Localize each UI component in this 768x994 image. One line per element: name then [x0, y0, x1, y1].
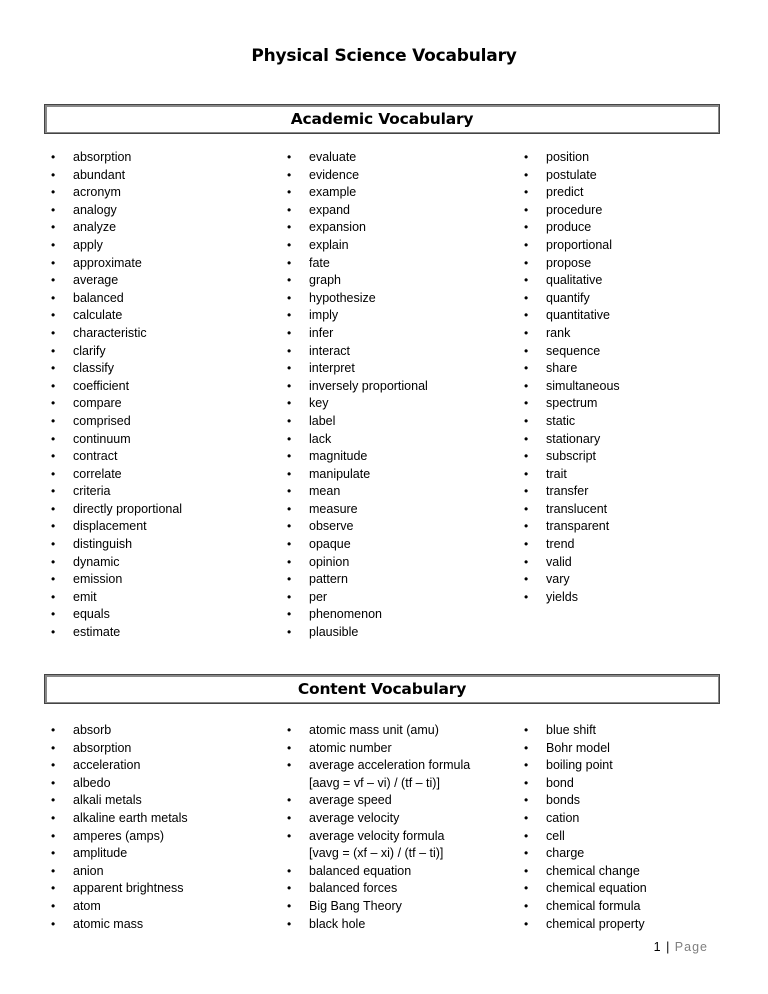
academic-vocabulary-heading [44, 104, 720, 134]
vocab-item: • opaque [287, 536, 428, 554]
vocab-item: • trait [524, 466, 620, 484]
vocab-item: • compare [51, 395, 182, 413]
vocab-item: • comprised [51, 413, 182, 431]
vocab-item: • share [524, 360, 620, 378]
vocab-item: • analyze [51, 219, 182, 237]
vocab-item: • vary [524, 571, 620, 589]
vocab-item: • graph [287, 272, 428, 290]
vocab-item: • infer [287, 325, 428, 343]
vocab-item: • bonds [524, 792, 647, 810]
vocab-item: • calculate [51, 307, 182, 325]
footer-separator: | [666, 940, 671, 954]
vocab-item: • position [524, 149, 620, 167]
vocab-item: • equals [51, 606, 182, 624]
vocab-item: • translucent [524, 501, 620, 519]
vocab-item: • transfer [524, 483, 620, 501]
vocab-item: • Big Bang Theory [287, 898, 477, 916]
vocab-item: • fate [287, 255, 428, 273]
vocab-item: • bond [524, 775, 647, 793]
vocab-item: • classify [51, 360, 182, 378]
vocab-item: • evidence [287, 167, 428, 185]
vocab-item: • manipulate [287, 466, 428, 484]
vocab-item: • approximate [51, 255, 182, 273]
vocab-item: • displacement [51, 518, 182, 536]
vocab-item: • atomic mass [51, 916, 188, 934]
vocab-item: • amperes (amps) [51, 828, 188, 846]
page-number: 1 [653, 940, 662, 954]
vocab-item: • trend [524, 536, 620, 554]
vocab-item: • cation [524, 810, 647, 828]
vocab-item: • amplitude [51, 845, 188, 863]
vocab-item: • spectrum [524, 395, 620, 413]
vocab-item: • plausible [287, 624, 428, 642]
vocab-item: • average velocity [287, 810, 477, 828]
vocab-item: • atomic number [287, 740, 477, 758]
vocab-item: • inversely proportional [287, 378, 428, 396]
content-list-col2 [287, 722, 477, 933]
vocab-item: • sequence [524, 343, 620, 361]
vocab-item: • label [287, 413, 428, 431]
vocab-item: • absorption [51, 740, 188, 758]
vocab-item: • expansion [287, 219, 428, 237]
page-footer [654, 940, 708, 954]
vocab-item: • opinion [287, 554, 428, 572]
vocab-item: • chemical change [524, 863, 647, 881]
vocab-item: • directly proportional [51, 501, 182, 519]
vocab-item: • balanced forces [287, 880, 477, 898]
vocab-item: • average acceleration formula [aavg = vf – vi) / (tf – ti)] [287, 757, 477, 792]
academic-heading-text: Academic Vocabulary [290, 110, 474, 128]
vocab-item: • apparent brightness [51, 880, 188, 898]
vocab-item: • acronym [51, 184, 182, 202]
vocab-item: • continuum [51, 431, 182, 449]
vocab-item: • produce [524, 219, 620, 237]
vocab-item: • atomic mass unit (amu) [287, 722, 477, 740]
vocab-item: • phenomenon [287, 606, 428, 624]
vocab-item: • proportional [524, 237, 620, 255]
vocab-item: • analogy [51, 202, 182, 220]
academic-list-col1 [51, 149, 182, 642]
content-vocabulary-heading [44, 674, 720, 704]
vocab-item: • observe [287, 518, 428, 536]
vocab-item: • chemical equation [524, 880, 647, 898]
vocab-item: • atom [51, 898, 188, 916]
vocab-item: • yields [524, 589, 620, 607]
vocab-item: • average [51, 272, 182, 290]
vocab-item: • alkali metals [51, 792, 188, 810]
vocab-item: • charge [524, 845, 647, 863]
vocab-item: • hypothesize [287, 290, 428, 308]
academic-list-col3 [524, 149, 620, 606]
vocab-item: • interact [287, 343, 428, 361]
vocab-item: • boiling point [524, 757, 647, 775]
vocab-item: • expand [287, 202, 428, 220]
vocab-item: • lack [287, 431, 428, 449]
vocab-item: • evaluate [287, 149, 428, 167]
content-heading-text: Content Vocabulary [297, 680, 467, 698]
vocab-item: • emit [51, 589, 182, 607]
vocab-item: • simultaneous [524, 378, 620, 396]
vocab-item: • propose [524, 255, 620, 273]
vocab-item: • clarify [51, 343, 182, 361]
vocab-item: • rank [524, 325, 620, 343]
page-label: Page [674, 940, 708, 954]
vocab-item: • absorption [51, 149, 182, 167]
vocab-item: • postulate [524, 167, 620, 185]
vocab-item: • measure [287, 501, 428, 519]
vocab-item: • acceleration [51, 757, 188, 775]
content-list-col3 [524, 722, 647, 933]
vocab-item: • subscript [524, 448, 620, 466]
vocab-item: • stationary [524, 431, 620, 449]
vocab-item: • procedure [524, 202, 620, 220]
vocab-item: • Bohr model [524, 740, 647, 758]
vocab-item: • characteristic [51, 325, 182, 343]
vocab-item: • transparent [524, 518, 620, 536]
vocab-item: • quantify [524, 290, 620, 308]
vocab-item: • predict [524, 184, 620, 202]
vocab-item: • interpret [287, 360, 428, 378]
vocab-item: • blue shift [524, 722, 647, 740]
vocab-item: • alkaline earth metals [51, 810, 188, 828]
vocab-item: • average speed [287, 792, 477, 810]
vocab-item: • magnitude [287, 448, 428, 466]
vocab-item: • absorb [51, 722, 188, 740]
vocab-item: • estimate [51, 624, 182, 642]
vocab-item: • distinguish [51, 536, 182, 554]
vocab-item: • emission [51, 571, 182, 589]
vocab-item: • valid [524, 554, 620, 572]
vocab-item: • chemical property [524, 916, 647, 934]
vocab-item: • anion [51, 863, 188, 881]
vocab-item: • balanced [51, 290, 182, 308]
vocab-item: • key [287, 395, 428, 413]
academic-list-col2 [287, 149, 428, 642]
vocab-item: • quantitative [524, 307, 620, 325]
vocab-item: • explain [287, 237, 428, 255]
vocab-item: • mean [287, 483, 428, 501]
vocab-item: • criteria [51, 483, 182, 501]
vocab-item: • example [287, 184, 428, 202]
vocab-item: • albedo [51, 775, 188, 793]
vocab-item: • balanced equation [287, 863, 477, 881]
vocab-item: • per [287, 589, 428, 607]
vocab-item: • correlate [51, 466, 182, 484]
vocab-item: • black hole [287, 916, 477, 934]
vocab-item: • chemical formula [524, 898, 647, 916]
vocab-item: • static [524, 413, 620, 431]
vocab-item: • pattern [287, 571, 428, 589]
vocab-item: • abundant [51, 167, 182, 185]
vocab-item: • apply [51, 237, 182, 255]
vocab-item: • coefficient [51, 378, 182, 396]
vocab-item: • cell [524, 828, 647, 846]
vocab-item: • dynamic [51, 554, 182, 572]
content-list-col1 [51, 722, 188, 933]
vocab-item: • average velocity formula [vavg = (xf – xi) / (tf – ti)] [287, 828, 477, 863]
vocab-item: • imply [287, 307, 428, 325]
page-title: Physical Science Vocabulary [251, 46, 517, 66]
vocab-item: • qualitative [524, 272, 620, 290]
vocab-item: • contract [51, 448, 182, 466]
